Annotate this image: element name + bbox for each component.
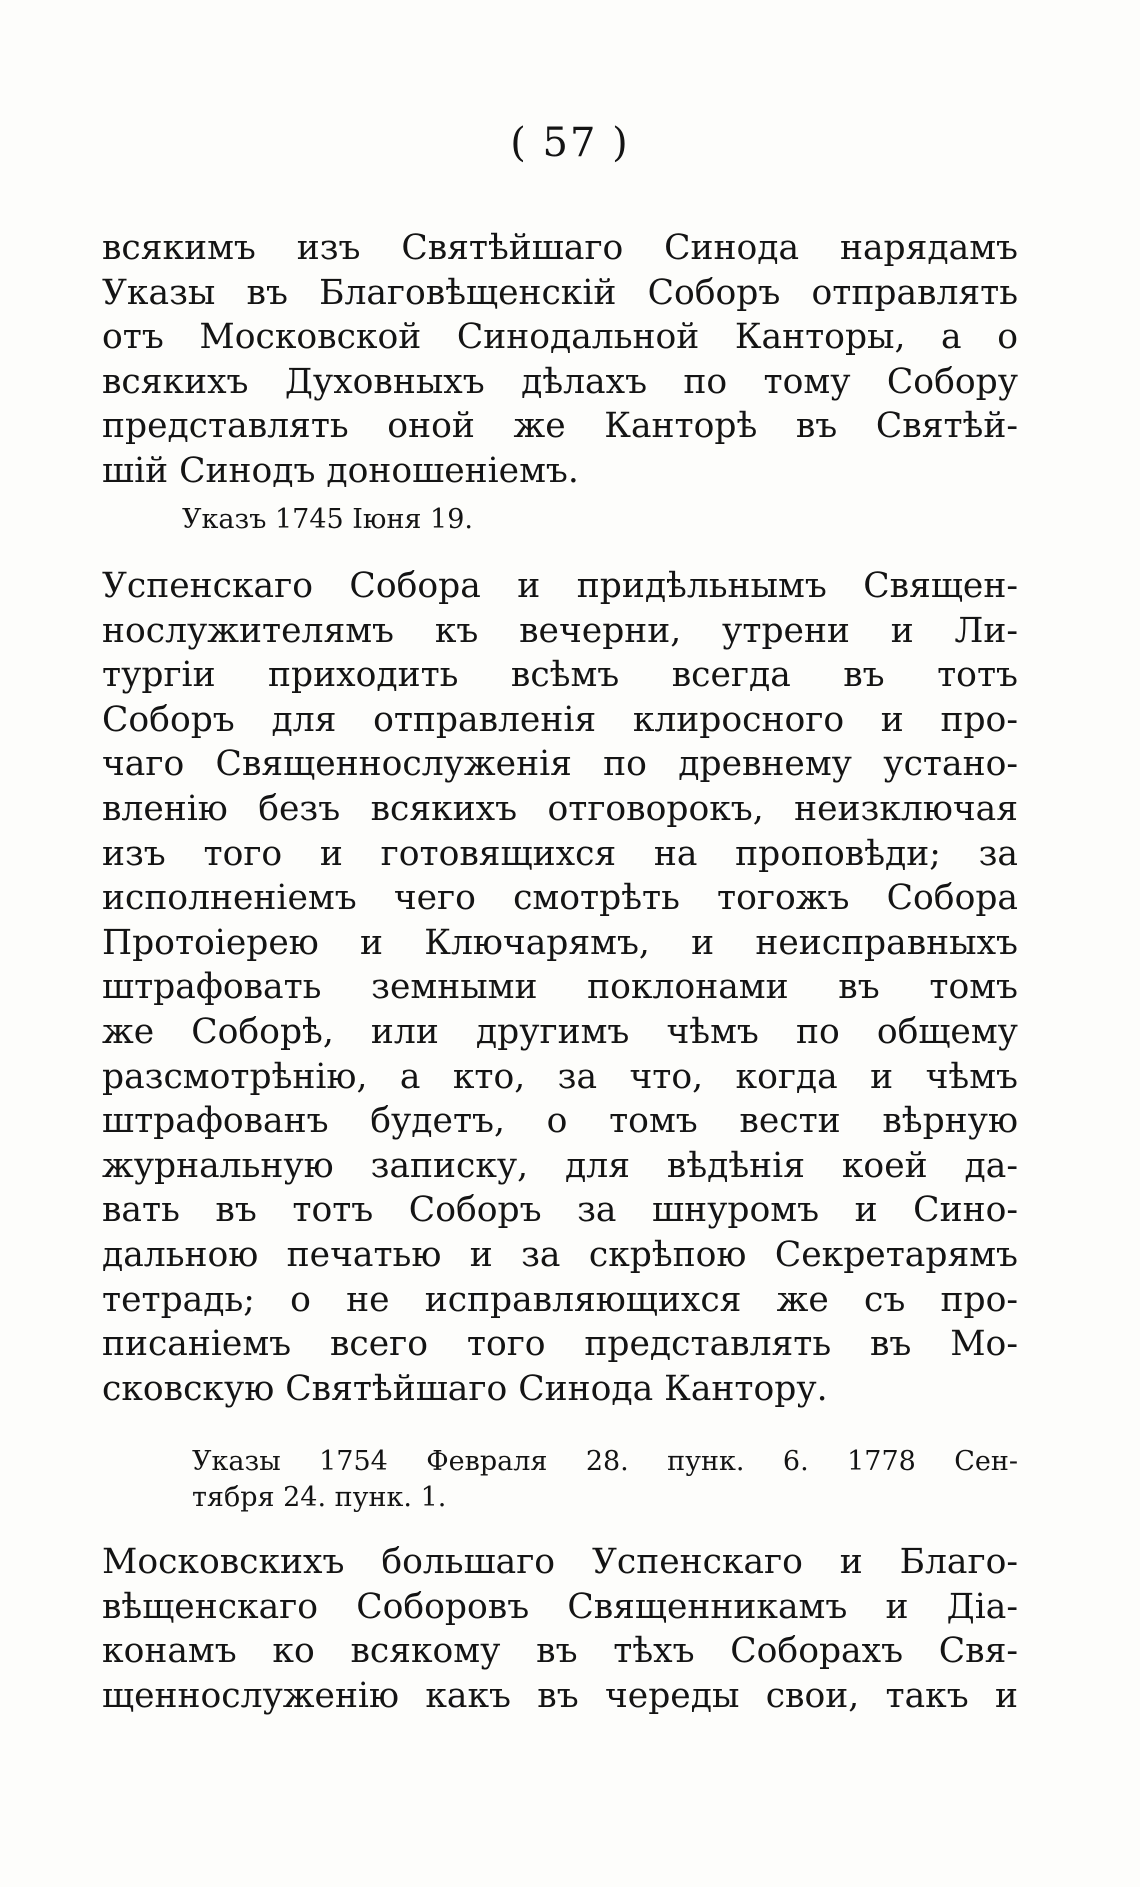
paragraph-line: журнальную записку, для вѣдѣнія коей да- — [102, 1145, 1018, 1186]
paragraph-line: щеннослуженію какъ въ череды свои, такъ и — [102, 1675, 1018, 1716]
paragraph-line: всякихъ Духовныхъ дѣлахъ по тому Собору — [102, 361, 1018, 402]
paragraph-line: представлять оной же Канторѣ въ Святѣй- — [102, 406, 1018, 447]
paragraph-line: Московскихъ большаго Успенскаго и Благо- — [102, 1542, 1018, 1582]
paragraph-line: тетрадь; о не исправляющихся же съ про- — [102, 1279, 1018, 1320]
paragraph-1 — [102, 226, 1018, 494]
paragraph-line: изъ того и готовящихся на проповѣди; за — [102, 833, 1018, 874]
paragraph-line: штрафованъ будетъ, о томъ вести вѣрную — [102, 1101, 1018, 1142]
paragraph-line: Соборъ для отправленія клиросного и про- — [102, 699, 1018, 740]
reference-line: тября 24. пунк. 1. — [192, 1482, 447, 1513]
paragraph-line: разсмотрѣнію, а кто, за что, когда и чѣмъ — [102, 1056, 1018, 1097]
paragraph-line: Указы въ Благовѣщенскій Соборъ отправлять — [102, 272, 1018, 313]
paragraph-line: Протоіерею и Ключарямъ, и неисправныхъ — [102, 922, 1018, 963]
page-number: ( 57 ) — [510, 120, 630, 166]
paragraph-line: Успенскаго Собора и придѣльнымъ Священ- — [102, 566, 1018, 606]
paragraph-line: вать въ тотъ Соборъ за шнуромъ и Сино- — [102, 1190, 1018, 1231]
paragraph-line: чаго Священнослуженія по древнему устано- — [102, 744, 1018, 785]
paragraph-3 — [102, 1540, 1018, 1718]
paragraph-line: сковскую Святѣйшаго Синода Кантору. — [102, 1368, 828, 1409]
decree-reference-2 — [192, 1444, 1018, 1516]
paragraph-line: конамъ ко всякому въ тѣхъ Соборахъ Свя- — [102, 1631, 1018, 1672]
paragraph-line: шій Синодъ доношеніемъ. — [102, 450, 579, 491]
paragraph-line: же Соборѣ, или другимъ чѣмъ по общему — [102, 1011, 1018, 1052]
paragraph-2 — [102, 564, 1018, 1411]
decree-reference-1: Указъ 1745 Іюня 19. — [182, 504, 473, 535]
reference-line: Указы 1754 Февраля 28. пунк. 6. 1778 Сен- — [192, 1446, 1018, 1477]
paragraph-line: отъ Московской Синодальной Канторы, а о — [102, 317, 1018, 358]
paragraph-line: исполненіемъ чего смотрѣть тогожъ Собора — [102, 878, 1018, 919]
paragraph-line: писаніемъ всего того представлять въ Мо- — [102, 1324, 1018, 1365]
paragraph-line: тургіи приходить всѣмъ всегда въ тотъ — [102, 655, 1018, 696]
paragraph-line: вленію безъ всякихъ отговорокъ, неизключая — [102, 788, 1018, 829]
paragraph-line: дальною печатью и за скрѣпою Секретарямъ — [102, 1234, 1018, 1275]
paragraph-line: штрафовать земными поклонами въ томъ — [102, 967, 1018, 1008]
paragraph-line: всякимъ изъ Святѣйшаго Синода нарядамъ — [102, 228, 1018, 268]
paragraph-line: нослужителямъ къ вечерни, утрени и Ли- — [102, 610, 1018, 651]
paragraph-line: вѣщенскаго Соборовъ Священникамъ и Діа- — [102, 1586, 1018, 1627]
